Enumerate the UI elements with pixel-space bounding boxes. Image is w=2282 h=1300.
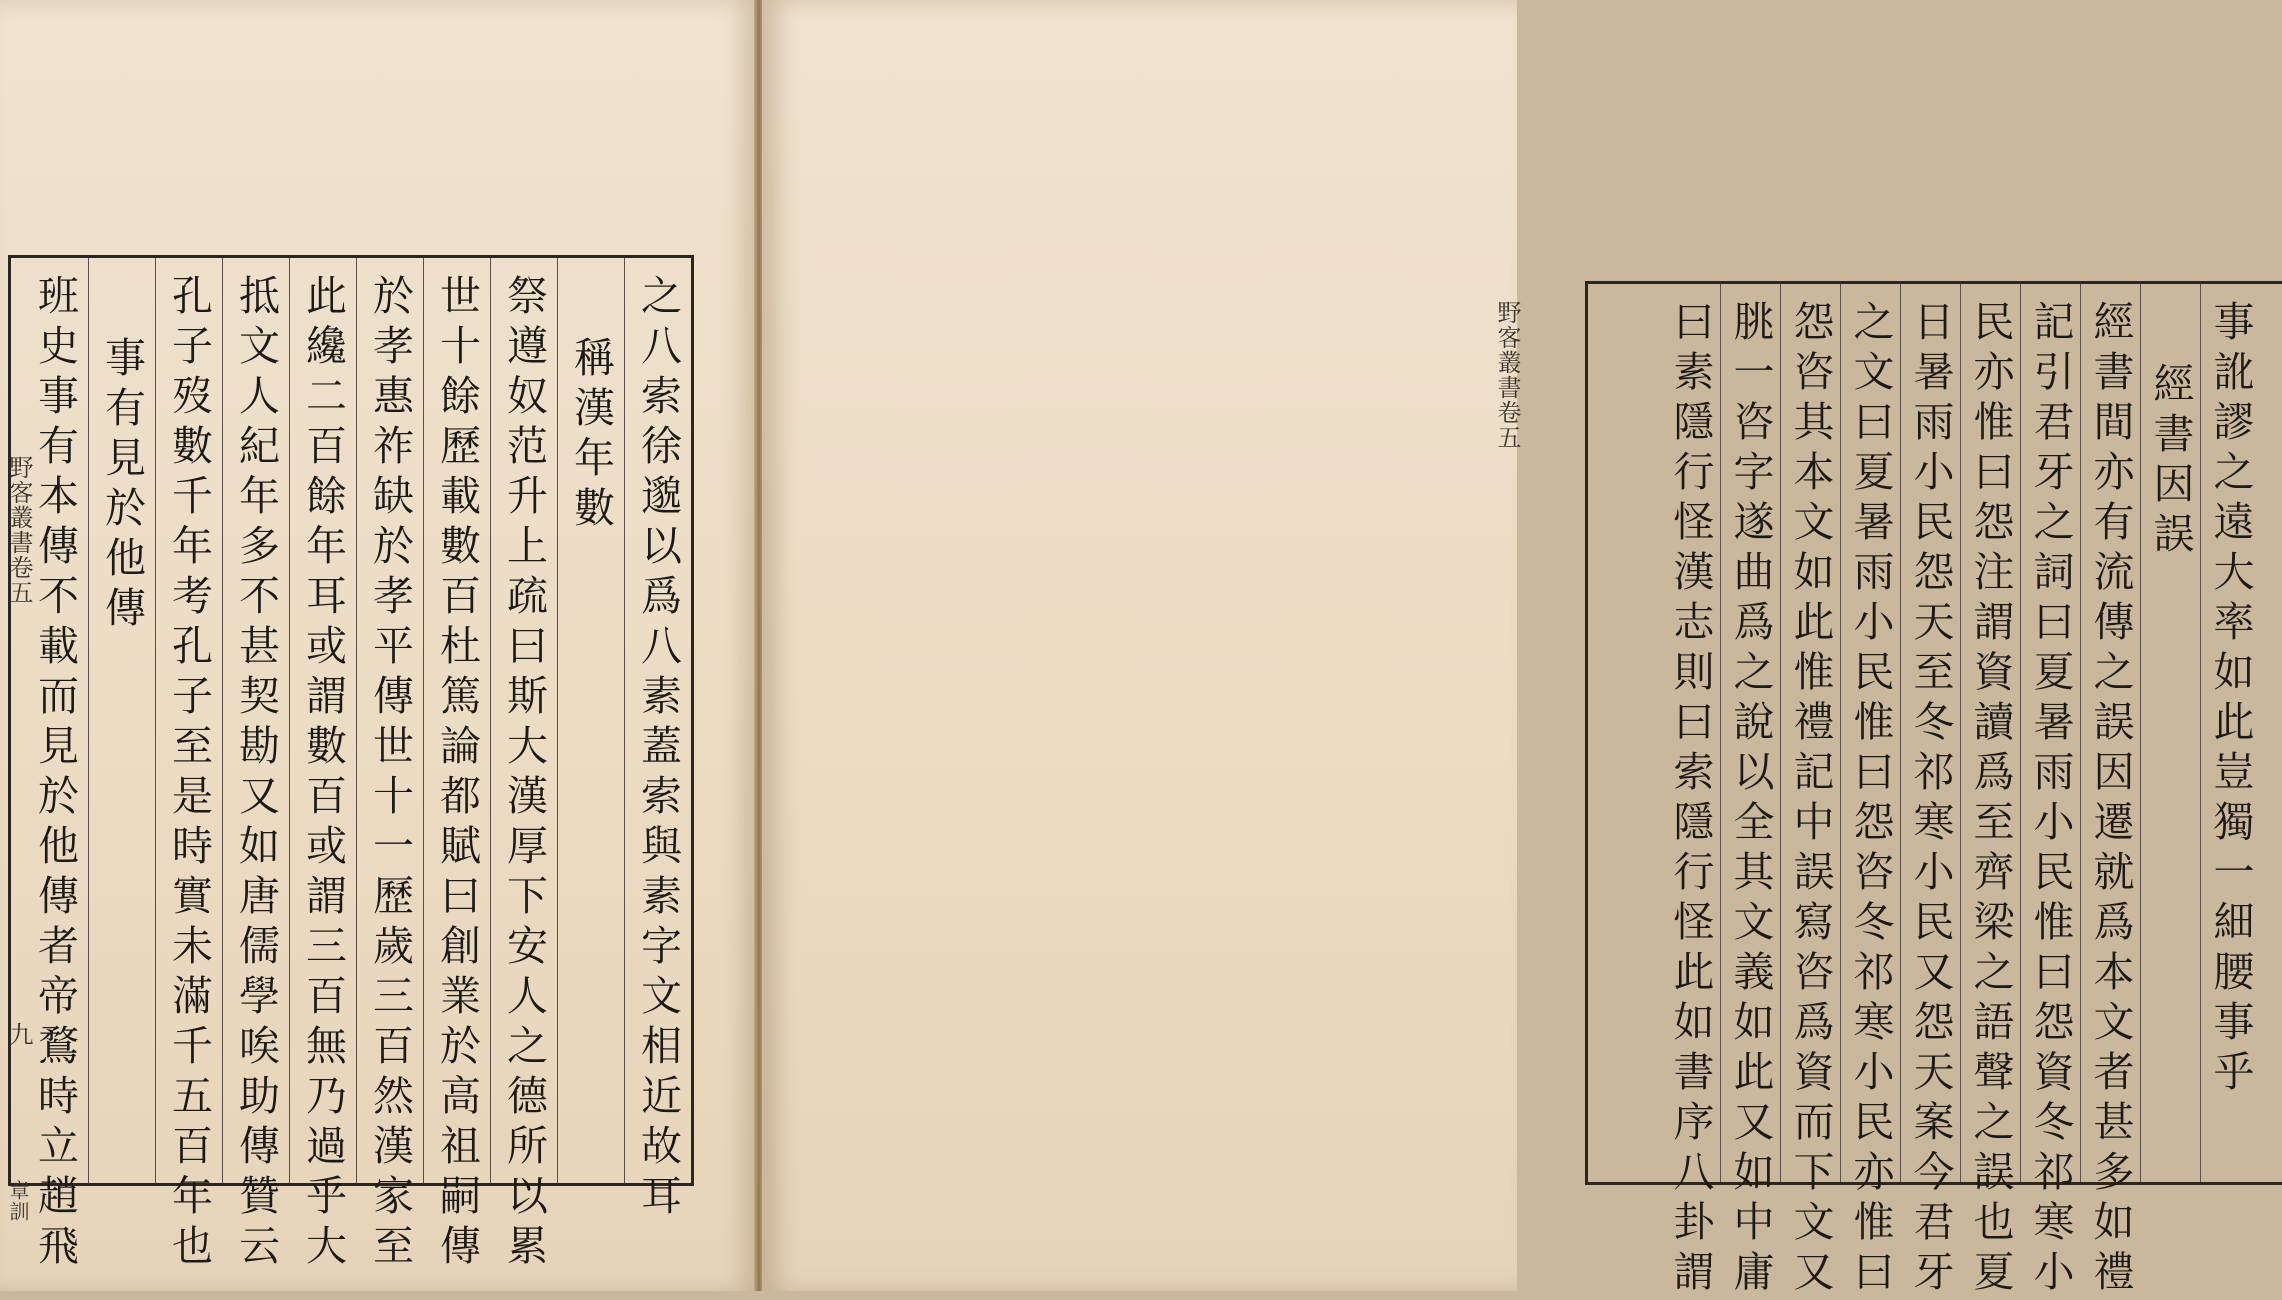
column-rule <box>557 258 558 1183</box>
column-rule <box>423 258 424 1183</box>
column-rule <box>2080 284 2081 1182</box>
column-rule <box>222 258 223 1183</box>
column-rule <box>356 258 357 1183</box>
column-rule <box>2200 284 2201 1182</box>
text-line: 班史事有本傳不載而見於他傳者帝鶩時立趙飛 <box>31 274 79 1274</box>
column-rule <box>1840 284 1841 1182</box>
column-rule <box>1780 284 1781 1182</box>
text-line: 曰素隱行怪漢志則曰索隱行怪此如書序八卦謂 <box>1666 300 1715 1300</box>
text-line: 之文曰夏暑雨小民惟曰怨咨冬祁寒小民亦惟曰 <box>1846 300 1895 1300</box>
text-line: 抵文人紀年多不甚契勘又如唐儒學唉助傳贊云 <box>232 274 280 1274</box>
left-page <box>0 0 756 1291</box>
left-seal-text: 章訓 <box>6 1180 30 1222</box>
section-heading: 事有見於他傳 <box>98 336 146 636</box>
text-column <box>490 258 557 1274</box>
text-column <box>2200 284 2260 1182</box>
text-line: 朓一咨字遂曲爲之說以全其文義如此又如中庸 <box>1726 300 1775 1300</box>
column-rule <box>490 258 491 1183</box>
text-column <box>1780 284 1840 1300</box>
section-heading: 經書因誤 <box>2146 362 2195 562</box>
text-column <box>557 258 624 1183</box>
text-line: 記引君牙之詞曰夏暑雨小民惟曰怨資冬祁寒小 <box>2026 300 2075 1300</box>
text-line: 事訛謬之遠大率如此豈獨一細腰事乎 <box>2206 300 2255 1100</box>
column-rule <box>88 258 89 1183</box>
text-column <box>1660 284 1720 1300</box>
text-column <box>423 258 490 1274</box>
text-column <box>88 258 155 1183</box>
text-line: 日暑雨小民怨天至冬祁寒小民又怨天案今君牙 <box>1906 300 1955 1300</box>
text-line: 怨咨其本文如此惟禮記中誤寫咨爲資而下文又 <box>1786 300 1835 1300</box>
right-margin-title: 野客叢書卷五 <box>1493 300 1521 450</box>
text-column <box>2140 284 2200 1182</box>
text-line: 世十餘歷載數百杜篤論都賦曰創業於高祖嗣傳 <box>433 274 481 1274</box>
text-line: 經書間亦有流傳之誤因遷就爲本文者甚多如禮 <box>2086 300 2135 1300</box>
text-column <box>1960 284 2020 1300</box>
text-line: 民亦惟曰怨注謂資讀爲至齊梁之語聲之誤也夏 <box>1966 300 2015 1300</box>
column-rule <box>155 258 156 1183</box>
right-text-frame <box>1585 281 2282 1300</box>
column-rule <box>2020 284 2021 1182</box>
text-column <box>1720 284 1780 1300</box>
text-line: 孔子歿數千年考孔子至是時實未滿千五百年也 <box>165 274 213 1274</box>
text-line: 之八索徐邈以爲八素蓋索與素字文相近故耳 <box>634 274 682 1224</box>
column-rule <box>289 258 290 1183</box>
text-column <box>1840 284 1900 1300</box>
text-line: 祭遵奴范升上疏曰斯大漢厚下安人之德所以累 <box>500 274 548 1274</box>
text-line: 此纔二百餘年耳或謂數百或謂三百無乃過乎大 <box>299 274 347 1274</box>
text-column <box>2020 284 2080 1300</box>
column-rule <box>624 258 625 1183</box>
section-heading: 稱漢年數 <box>567 336 615 536</box>
text-column <box>155 258 222 1274</box>
text-column <box>289 258 356 1274</box>
column-rule <box>1900 284 1901 1182</box>
column-rule <box>1720 284 1721 1182</box>
text-column <box>356 258 423 1274</box>
right-page <box>762 0 2255 1300</box>
left-page-number: 九 <box>5 1022 33 1047</box>
text-column <box>624 258 691 1224</box>
text-line: 於孝惠祚缺於孝平傳世十一歷歲三百然漢家至 <box>366 274 414 1274</box>
left-margin-title: 野客叢書卷五 <box>5 455 33 605</box>
text-column <box>1900 284 1960 1300</box>
column-rule <box>1960 284 1961 1182</box>
text-column <box>222 258 289 1274</box>
column-rule <box>2140 284 2141 1182</box>
text-column <box>2080 284 2140 1300</box>
